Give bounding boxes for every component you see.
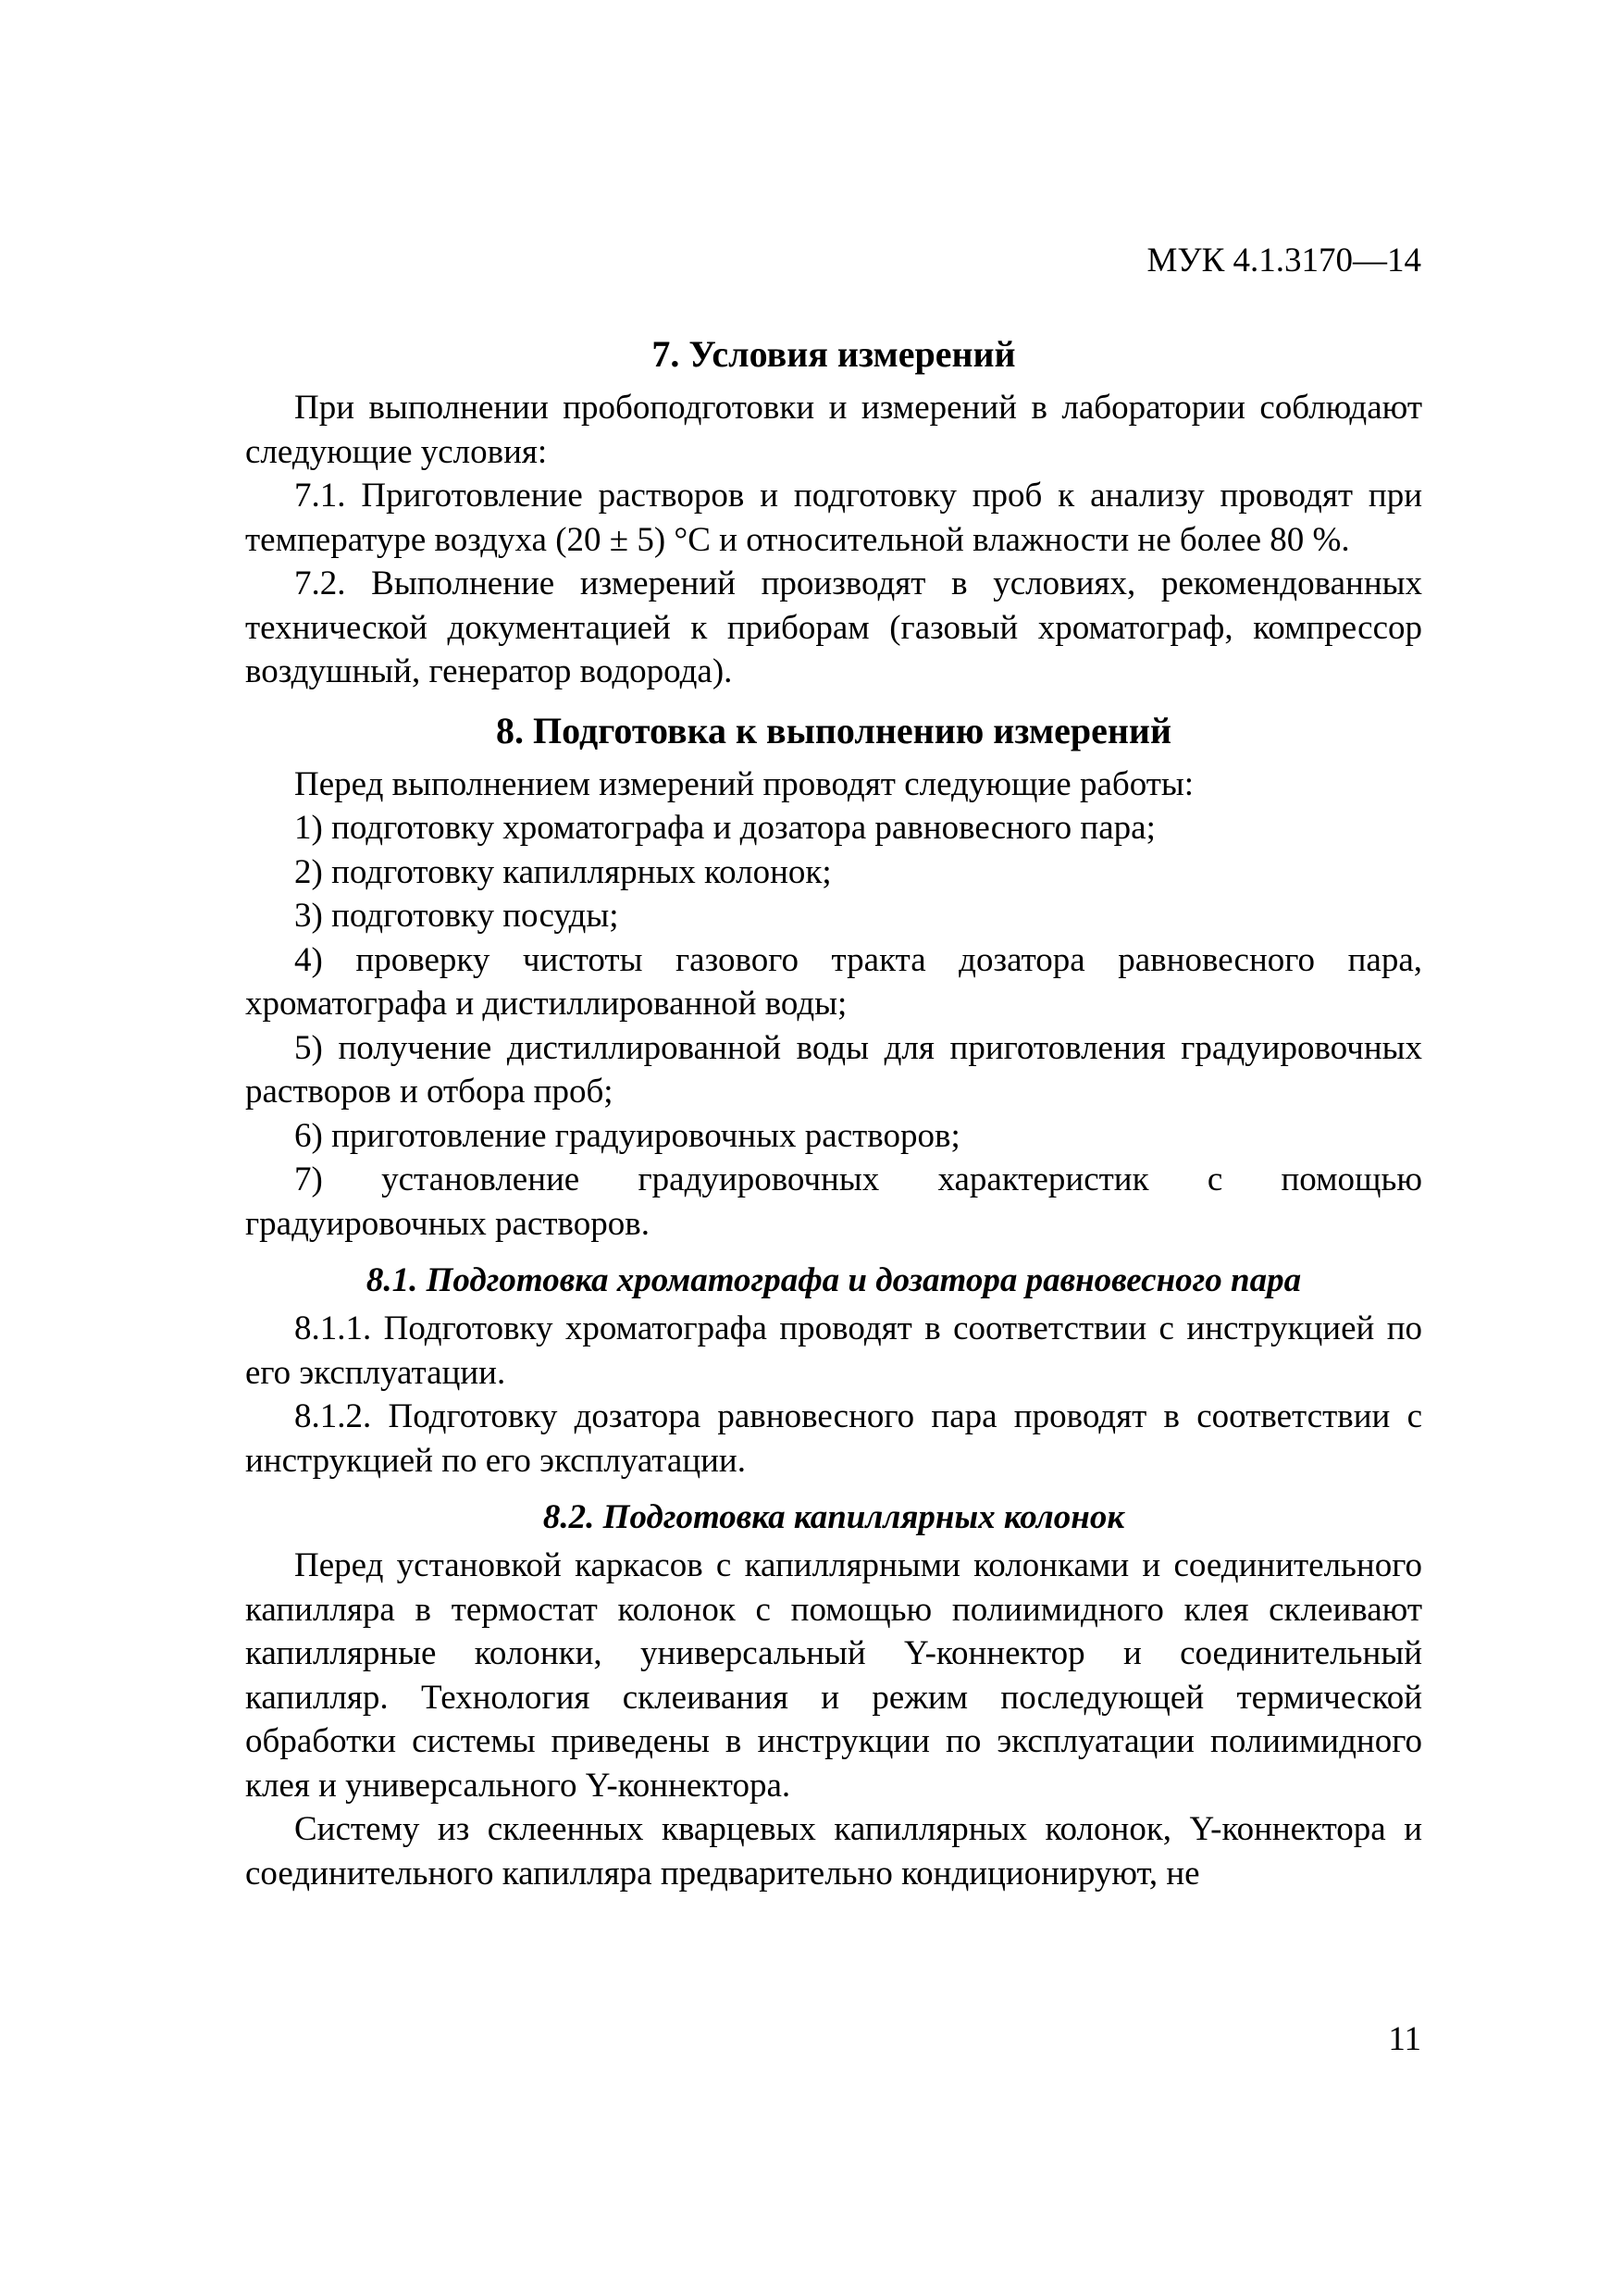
section-8-title: 8. Подготовка к выполнению измерений (496, 709, 1171, 751)
section-8-intro: Перед выполнением измерений проводят следующие работы: (294, 764, 1195, 803)
section-7-paragraph: 7.2. Выполнение измерений производят в условиях, рекомендованных технической документацией к приборам (газовый хроматограф, компрессор воздушный, генератор водорода). (245, 565, 1422, 690)
subsection-8-1-paragraph: 8.1.1. Подготовку хроматографа проводят в соответствии с инструкцией по его эксплуатации. (245, 1309, 1422, 1392)
subsection-8-2-paragraph: Систему из склеенных кварцевых капиллярных колонок, Y-коннектора и соединительного капилляра предварительно кондиционируют, не (245, 1810, 1422, 1893)
page-number: 11 (1388, 2020, 1421, 2058)
subsection-8-1-paragraph: 8.1.2. Подготовку дозатора равновесного пара проводят в соответствии с инструкцией по его эксплуатации. (245, 1397, 1422, 1480)
section-7-paragraph: При выполнении пробоподготовки и измерений в лаборатории соблюдают следующие условия: (245, 389, 1422, 471)
subsection-8-2-paragraph: Перед установкой каркасов с капиллярными колонками и соединительного капилляра в термостат колонок с помощью полиимидного клея склеивают капиллярные колонки, универсальный Y-коннектор и соединительный капилляр. Технология склеивания и режим последующей термической обработки системы приведены в инструкции по эксплуатации полиимидного клея и универсального Y-коннектора. (245, 1546, 1422, 1805)
document-code: МУК 4.1.3170—14 (1146, 242, 1421, 279)
section-7-paragraph: 7.1. Приготовление растворов и подготовку проб к анализу проводят при температуре воздуха (20 ± 5) °С и относительной влажности не более 80 %. (245, 477, 1422, 559)
subsection-8-1-title: 8.1. Подготовка хроматографа и дозатора равновесного пара (365, 1261, 1302, 1299)
section-8-list-item: 1) подготовку хроматографа и дозатора равновесного пара; (294, 809, 1156, 847)
subsection-8-2-title: 8.2. Подготовка капиллярных колонок (542, 1498, 1125, 1536)
section-8-list-item: 2) подготовку капиллярных колонок; (294, 852, 832, 891)
page-content (245, 329, 1422, 1895)
section-8-list-item: 4) проверку чистоты газового тракта дозатора равновесного пара, хроматографа и дистиллированной воды; (245, 940, 1422, 1023)
section-8-list-item: 7) установление градуировочных характеристик с помощью градуировочных растворов. (245, 1160, 1422, 1243)
section-8-list-item: 3) подготовку посуды; (294, 897, 619, 935)
section-8-list-item: 6) приготовление градуировочных растворов; (294, 1116, 960, 1155)
section-7-title: 7. Условия измерений (651, 333, 1016, 375)
section-8-list-item: 5) получение дистиллированной воды для приготовления градуировочных растворов и отбора проб; (245, 1028, 1422, 1111)
